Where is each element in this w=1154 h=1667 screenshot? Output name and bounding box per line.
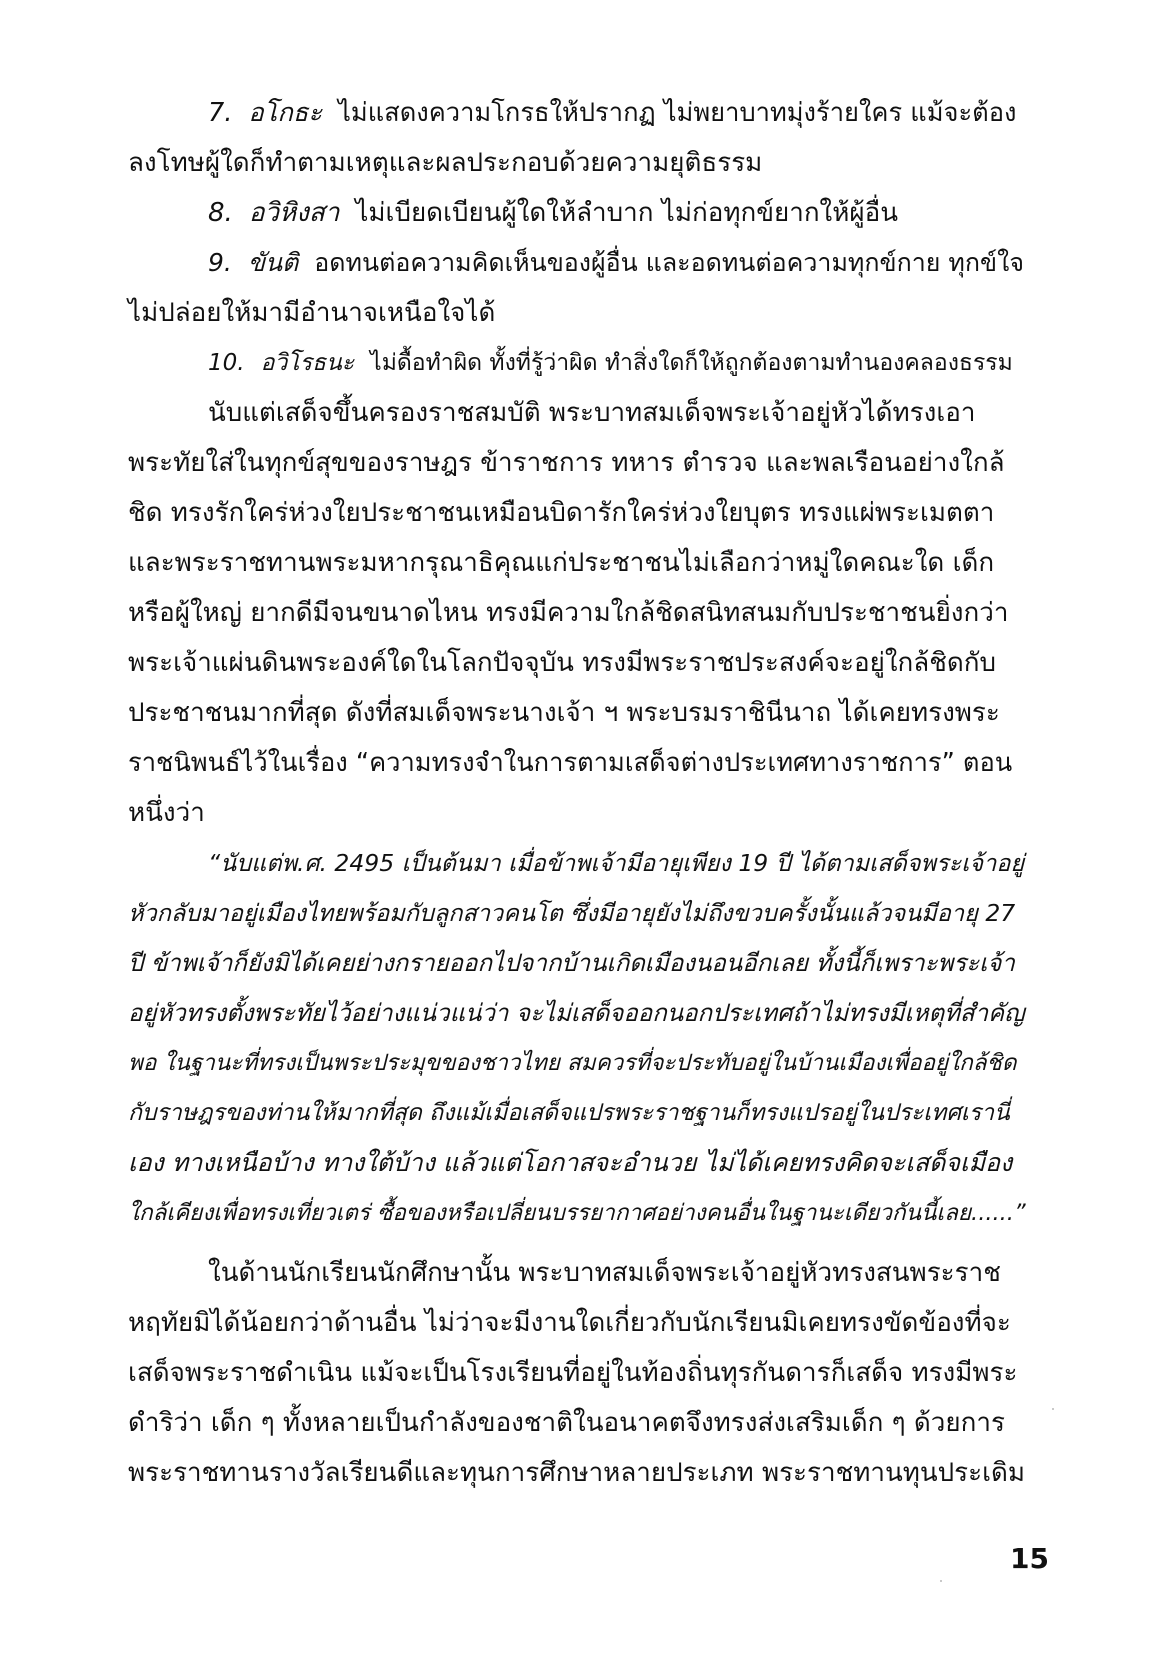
paragraph-1-line: และพระราชทานพระมหากรุณาธิคุณแก่ประชาชนไม่เลือกว่าหมู่ใดคณะใด เด็ก — [128, 548, 995, 578]
virtue-text: ไม่แสดงความโกรธให้ปรากฏ ไม่พยาบาทมุ่งร้ายใคร แม้จะต้อง — [338, 98, 1017, 128]
quote-line: “นับแต่พ.ศ. 2495 เป็นต้นมา เมื่อข้าพเจ้ามีอายุเพียง 19 ปี ได้ตามเสด็จพระเจ้าอยู่ — [208, 849, 1025, 877]
quote-line: หัวกลับมาอยู่เมืองไทยพร้อมกับลูกสาวคนโต ซึ่งมีอายุยังไม่ถึงขวบครั้งนั้นแล้วจนมีอายุ 27 — [128, 899, 1016, 927]
virtue-9-continuation: ไม่ปล่อยให้มามีอำนาจเหนือใจได้ — [128, 298, 496, 328]
paragraph-1-line: ชิด ทรงรักใคร่ห่วงใยประชาชนเหมือนบิดารักใคร่ห่วงใยบุตร ทรงแผ่พระเมตตา — [128, 498, 995, 528]
paragraph-1-line: หนึ่งว่า — [128, 798, 205, 828]
virtue-text: ไม่ดื้อทำผิด ทั้งที่รู้ว่าผิด ทำสิ่งใดก็ให้ถูกต้องตามทำนองคลองธรรม — [370, 350, 1013, 376]
virtue-number: 9. — [208, 248, 232, 277]
paragraph-2-line: ในด้านนักเรียนนักศึกษานั้น พระบาทสมเด็จพระเจ้าอยู่หัวทรงสนพระราช — [208, 1258, 1001, 1288]
paragraph-2-line: หฤทัยมิได้น้อยกว่าด้านอื่น ไม่ว่าจะมีงานใดเกี่ยวกับนักเรียนมิเคยทรงขัดข้องที่จะ — [128, 1308, 1011, 1338]
paragraph-1-line: พระทัยใส่ในทุกข์สุขของราษฎร ข้าราชการ ทหาร ตำรวจ และพลเรือนอย่างใกล้ — [128, 448, 1005, 478]
quote-line: กับราษฎรของท่านให้มากที่สุด ถึงแม้เมื่อเสด็จแปรพระราชฐานก็ทรงแปรอยู่ในประเทศเรานี่ — [128, 1100, 1010, 1126]
quote-line: เอง ทางเหนือบ้าง ทางใต้บ้าง แล้วแต่โอกาสจะอำนวย ไม่ได้เคยทรงคิดจะเสด็จเมือง — [128, 1148, 1013, 1177]
quote-line: ใกล้เคียงเพื่อทรงเที่ยวเตร่ ซื้อของหรือเปลี่ยนบรรยากาศอย่างคนอื่นในฐานะเดียวกันนี้เลย......” — [128, 1200, 1026, 1226]
virtue-name: อวิโรธนะ — [260, 350, 355, 376]
quote-line: อยู่หัวทรงตั้งพระทัยไว้อย่างแน่วแน่ว่า จะไม่เสด็จออกนอกประเทศถ้าไม่ทรงมีเหตุที่สำคัญ — [128, 999, 1025, 1027]
virtue-7-line — [208, 96, 1028, 130]
virtue-7-continuation: ลงโทษผู้ใดก็ทำตามเหตุและผลประกอบด้วยความยุติธรรม — [128, 148, 763, 178]
paragraph-2-line: พระราชทานรางวัลเรียนดีและทุนการศึกษาหลายประเภท พระราชทานทุนประเดิม — [128, 1458, 1025, 1488]
scan-speck — [940, 1580, 942, 1582]
scan-speck — [1052, 1408, 1054, 1410]
paragraph-1-line: หรือผู้ใหญ่ ยากดีมีจนขนาดไหน ทรงมีความใกล้ชิดสนิทสนมกับประชาชนยิ่งกว่า — [128, 598, 1009, 628]
virtue-number: 8. — [208, 198, 233, 228]
quote-line: ปี ข้าพเจ้าก็ยังมิได้เคยย่างกรายออกไปจากบ้านเกิดเมืองนอนอีกเลย ทั้งนี้ก็เพราะพระเจ้า — [128, 949, 1015, 977]
paragraph-1-line: ราชนิพนธ์ไว้ในเรื่อง “ความทรงจำในการตามเสด็จต่างประเทศทางราชการ” ตอน — [128, 748, 1013, 778]
virtue-10-line — [208, 346, 1028, 380]
virtue-name: อวิหิงสา — [248, 198, 340, 228]
virtue-number: 10. — [208, 350, 245, 376]
paragraph-2-line: เสด็จพระราชดำเนิน แม้จะเป็นโรงเรียนที่อยู่ในท้องถิ่นทุรกันดารก็เสด็จ ทรงมีพระ — [128, 1358, 1018, 1388]
virtue-text: ไม่เบียดเบียนผู้ใดให้ลำบาก ไม่ก่อทุกข์ยากให้ผู้อื่น — [355, 198, 899, 228]
paragraph-2-line: ดำริว่า เด็ก ๆ ทั้งหลายเป็นกำลังของชาติในอนาคตจึงทรงส่งเสริมเด็ก ๆ ด้วยการ — [128, 1408, 1005, 1438]
paragraph-1-line: นับแต่เสด็จขึ้นครองราชสมบัติ พระบาทสมเด็จพระเจ้าอยู่หัวได้ทรงเอา — [208, 398, 976, 428]
paragraph-1-line: ประชาชนมากที่สุด ดังที่สมเด็จพระนางเจ้า ฯ พระบรมราชินีนาถ ได้เคยทรงพระ — [128, 698, 1000, 728]
paragraph-1-line: พระเจ้าแผ่นดินพระองค์ใดในโลกปัจจุบัน ทรงมีพระราชประสงค์จะอยู่ใกล้ชิดกับ — [128, 648, 996, 678]
virtue-text: อดทนต่อความคิดเห็นของผู้อื่น และอดทนต่อความทุกข์กาย ทุกข์ใจ — [314, 248, 1024, 277]
virtue-number: 7. — [208, 98, 233, 128]
virtue-9-line — [208, 246, 1028, 280]
page-number: 15 — [1010, 1542, 1049, 1575]
virtue-name: อโกธะ — [248, 98, 323, 128]
quote-line: พอ ในฐานะที่ทรงเป็นพระประมุขของชาวไทย สมควรที่จะประทับอยู่ในบ้านเมืองเพื่ออยู่ใกล้ชิด — [128, 1050, 1017, 1076]
virtue-name: ขันติ — [247, 248, 299, 277]
virtue-8-line — [208, 196, 1028, 230]
